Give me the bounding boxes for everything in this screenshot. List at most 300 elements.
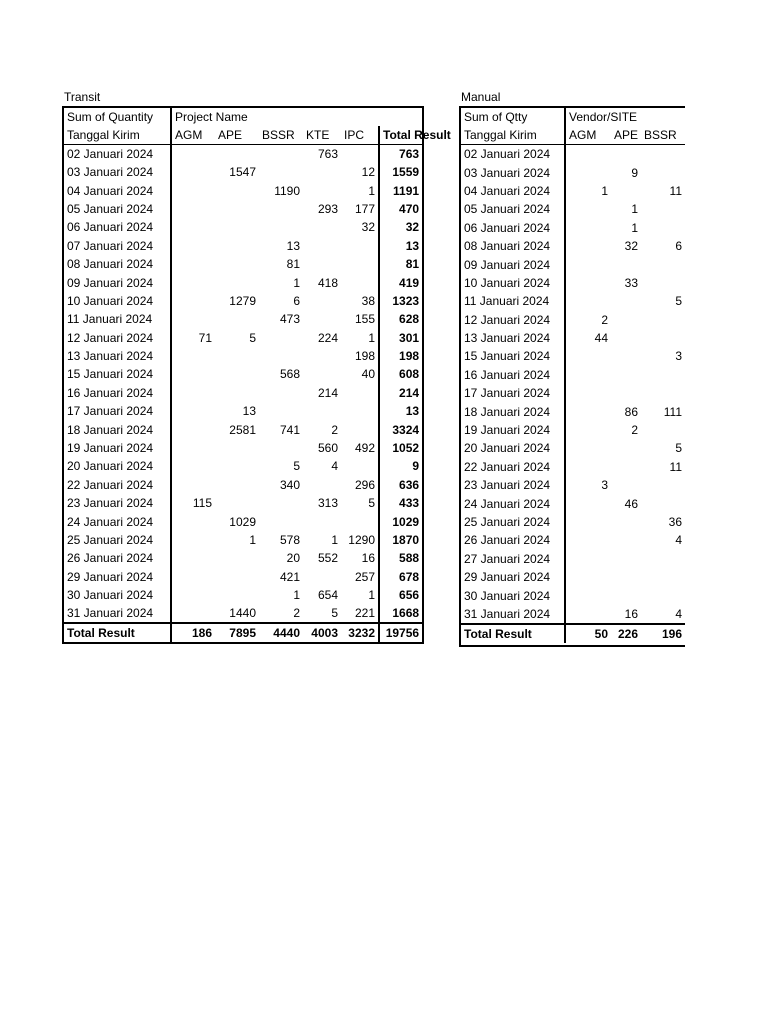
value-cell [259,145,303,164]
value-cell: 568 [279,367,300,382]
manual-pivot-table [461,108,685,643]
row-date-label[interactable]: 12 Januari 2024 [461,311,565,329]
value-cell: 4 [675,533,682,548]
row-total-cell: 636 [379,476,423,494]
value-cell [341,255,379,273]
value-cell [341,457,379,475]
value-cell: 9 [631,165,638,180]
row-total-cell: 32 [379,218,423,236]
row-date-label[interactable]: 16 Januari 2024 [461,366,565,384]
row-date-label[interactable]: 29 Januari 2024 [461,568,565,586]
value-cell: 1290 [348,533,375,547]
table-row [63,310,423,328]
value-cell: 38 [361,293,375,308]
row-date-label[interactable]: 02 Januari 2024 [63,145,171,164]
value-cell [641,255,685,273]
value-cell: 32 [624,239,638,254]
row-field-label[interactable]: Tanggal Kirim [461,126,565,145]
value-cell: 1 [631,202,638,217]
table-row [461,402,685,420]
row-total-cell: 608 [379,365,423,383]
value-cell [259,384,303,402]
table-row [461,531,685,549]
value-cell [259,163,303,181]
value-cell: 418 [317,275,338,290]
row-date-label[interactable]: 13 Januari 2024 [461,329,565,347]
row-date-label[interactable]: 10 Januari 2024 [461,274,565,292]
value-cell [303,237,341,255]
value-cell: 13 [242,404,256,419]
table-row [63,237,423,255]
value-cell [611,182,641,200]
table-row [461,163,685,181]
row-date-label[interactable]: 16 Januari 2024 [63,384,171,402]
value-cell: 296 [354,477,375,492]
value-cell [341,512,379,530]
table-row [63,402,423,420]
row-date-label[interactable]: 20 Januari 2024 [461,439,565,457]
value-cell: 5 [249,330,256,345]
value-cell [303,365,341,383]
row-date-label[interactable]: 08 Januari 2024 [461,237,565,255]
value-cell [611,476,641,494]
value-cell [341,420,379,438]
row-date-label[interactable]: 31 Januari 2024 [461,605,565,624]
value-cell: 1279 [229,293,256,308]
value-cell [611,586,641,604]
grand-total-cell: 19756 [379,623,423,643]
value-cell: 214 [317,385,338,400]
total-column-header[interactable]: Total Result [379,126,423,145]
value-cell [611,311,641,329]
table-row [63,420,423,438]
value-cell: 1 [331,533,338,547]
column-total-cell: 3232 [341,623,379,643]
grand-total-row [63,623,423,643]
column-header-row [461,126,685,145]
row-total-cell: 3324 [379,420,423,438]
value-cell: 2 [331,422,338,437]
table-row [461,219,685,237]
value-cell: 3 [601,478,608,493]
grand-total-label: Total Result [461,624,565,643]
table-row [461,237,685,255]
table-row [63,457,423,475]
value-cell: 1 [368,588,375,603]
value-cell [565,384,611,402]
value-cell: 313 [317,496,338,511]
value-cell [641,384,685,402]
table-row [461,200,685,218]
row-date-label[interactable]: 04 Januari 2024 [63,181,171,199]
value-cell [641,311,685,329]
table-row [461,421,685,439]
value-cell: 340 [279,477,300,492]
value-cell [171,200,215,218]
row-date-label[interactable]: 30 Januari 2024 [461,586,565,604]
column-header-ipc[interactable]: IPC [341,126,379,145]
column-header-ape[interactable]: APE [611,126,641,145]
table-row [461,458,685,476]
value-cell: 293 [317,201,338,216]
grand-total-row [461,624,685,643]
value-cell [565,421,611,439]
row-date-label[interactable]: 06 Januari 2024 [461,219,565,237]
value-cell [259,347,303,365]
row-date-label[interactable]: 09 Januari 2024 [63,273,171,291]
value-cell [171,310,215,328]
table-row [461,605,685,624]
table-row [63,365,423,383]
table-row [461,476,685,494]
value-cell: 4 [675,606,682,621]
table-row [461,384,685,402]
table-row [461,255,685,273]
value-cell: 421 [279,569,300,584]
row-date-label[interactable]: 26 Januari 2024 [63,549,171,567]
value-cell [215,439,259,457]
row-date-label[interactable]: 29 Januari 2024 [63,568,171,586]
value-cell: 115 [192,496,212,511]
row-date-label[interactable]: 19 Januari 2024 [461,421,565,439]
row-total-cell: 214 [379,384,423,402]
value-cell [215,310,259,328]
value-cell [303,568,341,586]
value-cell [565,605,611,624]
row-date-label[interactable]: 03 Januari 2024 [63,163,171,181]
value-cell [215,549,259,567]
value-cell: 1029 [229,514,256,529]
value-cell: 36 [668,515,682,529]
value-cell: 6 [675,239,682,254]
value-cell [565,494,611,512]
row-date-label[interactable]: 24 Januari 2024 [461,494,565,512]
row-date-label[interactable]: 12 Januari 2024 [63,329,171,347]
row-date-label[interactable]: 13 Januari 2024 [63,347,171,365]
table-row [63,476,423,494]
row-date-label[interactable]: 25 Januari 2024 [461,513,565,531]
value-cell [215,457,259,475]
row-total-cell: 763 [379,145,423,164]
value-cell [565,274,611,292]
value-cell: 2 [631,423,638,438]
value-cell: 552 [317,551,338,566]
pivot-header-row [63,107,423,126]
column-total-cell: 226 [611,624,641,643]
value-cell [259,512,303,530]
value-cell [341,145,379,164]
transit-pivot-table [62,106,451,644]
row-date-label[interactable]: 27 Januari 2024 [461,550,565,568]
value-cell: 32 [361,220,375,235]
value-cell: 763 [317,147,338,161]
row-date-label[interactable]: 15 Januari 2024 [461,347,565,365]
value-cell [215,568,259,586]
column-header-ape[interactable]: APE [215,126,259,145]
value-cell [171,531,215,549]
column-field-label[interactable]: Vendor/SITE [569,110,638,125]
value-cell: 221 [354,606,375,621]
value-cell [171,237,215,255]
row-date-label[interactable]: 20 Januari 2024 [63,457,171,475]
column-total-cell: 196 [641,624,685,643]
manual-title: Manual [461,90,501,104]
table-row [461,366,685,384]
value-cell: 16 [361,551,375,566]
row-total-cell: 13 [379,237,423,255]
value-cell [641,550,685,568]
value-cell: 5 [675,294,682,309]
table-row [461,513,685,531]
value-cell [303,310,341,328]
value-cell [641,568,685,586]
value-cell [341,237,379,255]
value-cell [171,273,215,291]
value-cell [171,181,215,199]
value-cell: 40 [361,367,375,382]
value-cell [565,458,611,476]
row-field-label[interactable]: Tanggal Kirim [63,126,171,145]
row-date-label[interactable]: 22 Januari 2024 [461,458,565,476]
row-date-label[interactable]: 03 Januari 2024 [461,163,565,181]
value-cell [565,200,611,218]
table-row [63,347,423,365]
column-header-bssr[interactable]: BSSR [259,126,303,145]
value-cell: 5 [293,459,300,474]
row-date-label[interactable]: 24 Januari 2024 [63,512,171,530]
value-cell [611,329,641,347]
table-row [63,439,423,457]
row-date-label[interactable]: 09 Januari 2024 [461,255,565,273]
value-cell: 1440 [229,606,256,621]
value-cell [303,181,341,199]
value-cell: 1 [601,183,608,198]
table-row [63,531,423,549]
value-cell: 11 [669,459,682,474]
value-cell: 11 [669,183,682,198]
value-cell [341,402,379,420]
value-cell [171,384,215,402]
row-total-cell: 1870 [379,531,423,549]
row-date-label[interactable]: 25 Januari 2024 [63,531,171,549]
table-row [461,439,685,457]
value-cell: 12 [361,165,375,180]
value-cell: 5 [368,496,375,511]
row-date-label[interactable]: 23 Januari 2024 [63,494,171,512]
value-cell: 2581 [229,422,256,437]
value-cell: 1190 [274,183,300,198]
manual-pivot-viewport [459,106,685,647]
value-cell [215,494,259,512]
value-cell: 71 [198,330,212,345]
value-cell [171,218,215,236]
value-cell [611,255,641,273]
row-date-label[interactable]: 31 Januari 2024 [63,604,171,623]
value-cell [611,513,641,531]
row-date-label[interactable]: 10 Januari 2024 [63,292,171,310]
value-cell [259,439,303,457]
value-cell [565,237,611,255]
column-total-cell: 7895 [215,623,259,643]
table-row [63,604,423,623]
value-cell [641,145,685,164]
value-cell [171,604,215,623]
table-row [63,329,423,347]
table-row [461,550,685,568]
table-row [63,181,423,199]
row-date-label[interactable]: 02 Januari 2024 [461,145,565,164]
value-cell [303,292,341,310]
value-cell [611,568,641,586]
value-cell: 155 [354,312,375,327]
row-date-label[interactable]: 04 Januari 2024 [461,182,565,200]
value-cell [565,145,611,164]
value-cell [171,512,215,530]
value-cell: 2 [601,312,608,327]
value-cell: 1 [293,588,300,603]
value-cell: 4 [331,459,338,474]
value-cell [215,476,259,494]
table-row [63,549,423,567]
table-row [63,586,423,604]
value-cell [303,163,341,181]
table-row [461,292,685,310]
row-date-label[interactable]: 22 Januari 2024 [63,476,171,494]
column-header-agm[interactable]: AGM [171,126,215,145]
column-total-cell: 50 [565,624,611,643]
value-cell [303,347,341,365]
table-row [461,329,685,347]
value-cell [641,274,685,292]
value-cell [215,237,259,255]
value-cell [565,366,611,384]
value-cell: 6 [293,293,300,308]
value-cell [565,402,611,420]
value-cell: 198 [354,349,375,364]
value-cell: 257 [354,569,375,584]
value-cell [641,329,685,347]
value-cell [565,219,611,237]
value-cell [565,513,611,531]
value-cell: 654 [317,588,338,603]
column-total-cell: 4440 [259,623,303,643]
value-cell: 46 [624,496,638,511]
value-cell: 473 [279,312,300,327]
row-total-cell: 1191 [379,181,423,199]
value-cell: 33 [624,275,638,290]
table-row [461,347,685,365]
value-cell: 741 [279,422,300,437]
row-total-cell: 470 [379,200,423,218]
value-cell [215,347,259,365]
row-date-label[interactable]: 17 Januari 2024 [63,402,171,420]
value-cell: 1 [368,330,375,345]
column-field-label[interactable]: Project Name [175,110,248,124]
value-cell [215,218,259,236]
value-cell [171,292,215,310]
measure-label: Sum of Qtty [461,108,565,126]
row-date-label[interactable]: 11 Januari 2024 [63,310,171,328]
value-cell: 81 [286,257,300,272]
value-cell [171,549,215,567]
value-cell [171,402,215,420]
row-total-cell: 656 [379,586,423,604]
pivot-header-row [461,108,685,126]
value-cell [215,365,259,383]
row-date-label[interactable]: 06 Januari 2024 [63,218,171,236]
row-date-label[interactable]: 08 Januari 2024 [63,255,171,273]
table-row [63,200,423,218]
value-cell: 3 [675,349,682,364]
column-header-kte[interactable]: KTE [303,126,341,145]
row-total-cell: 1323 [379,292,423,310]
value-cell [171,163,215,181]
value-cell [171,420,215,438]
value-cell [171,439,215,457]
row-date-label[interactable]: 05 Januari 2024 [63,200,171,218]
value-cell [215,181,259,199]
value-cell [215,200,259,218]
value-cell [303,476,341,494]
value-cell: 111 [663,404,682,419]
value-cell [611,292,641,310]
row-date-label[interactable]: 05 Januari 2024 [461,200,565,218]
value-cell: 1 [631,220,638,235]
value-cell [641,163,685,181]
value-cell [341,273,379,291]
value-cell [341,384,379,402]
value-cell [565,347,611,365]
column-header-agm[interactable]: AGM [565,126,611,145]
row-date-label[interactable]: 17 Januari 2024 [461,384,565,402]
row-date-label[interactable]: 19 Januari 2024 [63,439,171,457]
row-total-cell: 1668 [379,604,423,623]
value-cell: 560 [317,441,338,456]
value-cell [303,255,341,273]
value-cell [259,200,303,218]
value-cell [641,200,685,218]
value-cell [171,586,215,604]
row-date-label[interactable]: 18 Januari 2024 [63,420,171,438]
value-cell: 20 [286,551,300,566]
value-cell [171,145,215,164]
value-cell [565,568,611,586]
row-total-cell: 678 [379,568,423,586]
value-cell [171,365,215,383]
row-total-cell: 1559 [379,163,423,181]
value-cell [259,329,303,347]
row-date-label[interactable]: 15 Januari 2024 [63,365,171,383]
column-header-bssr[interactable]: BSSR [641,126,685,145]
row-date-label[interactable]: 11 Januari 2024 [461,292,565,310]
value-cell [565,531,611,549]
row-date-label[interactable]: 23 Januari 2024 [461,476,565,494]
value-cell [565,586,611,604]
row-date-label[interactable]: 07 Januari 2024 [63,237,171,255]
row-date-label[interactable]: 30 Januari 2024 [63,586,171,604]
row-date-label[interactable]: 26 Januari 2024 [461,531,565,549]
value-cell: 177 [354,201,375,216]
column-total-cell: 4003 [303,623,341,643]
row-total-cell: 1029 [379,512,423,530]
row-date-label[interactable]: 18 Januari 2024 [461,402,565,420]
value-cell [565,163,611,181]
transit-title: Transit [64,90,101,104]
value-cell [641,494,685,512]
value-cell [611,145,641,164]
value-cell [215,586,259,604]
table-row [63,273,423,291]
